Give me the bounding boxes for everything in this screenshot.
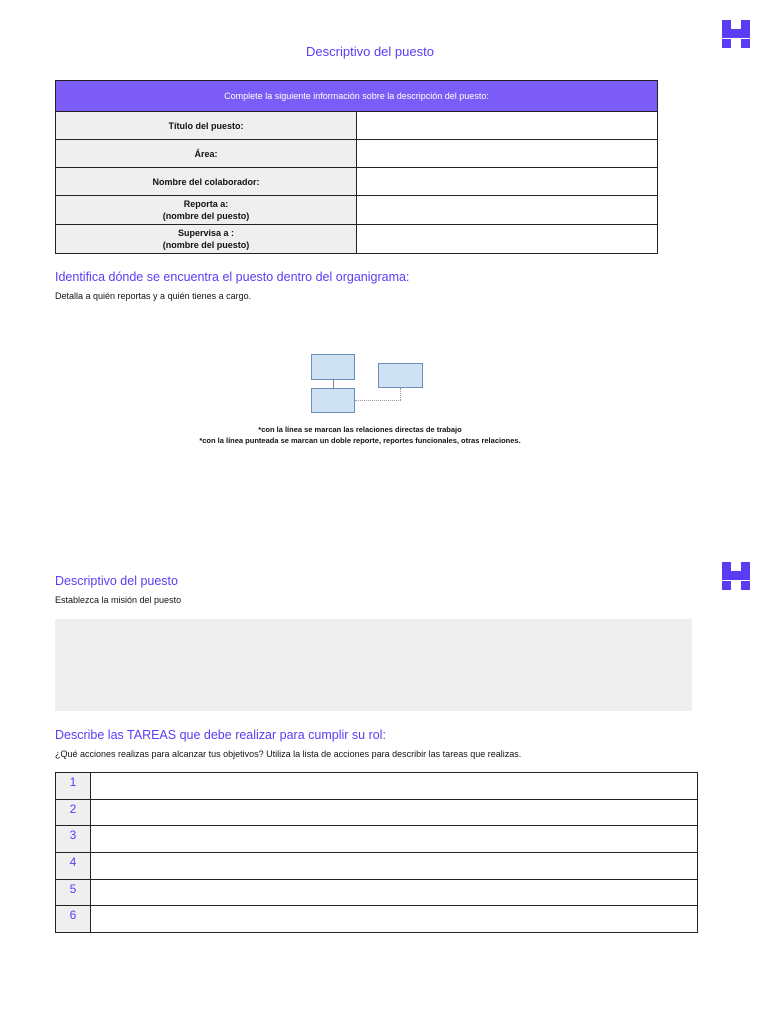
- mission-subtext: Establezca la misión del puesto: [55, 595, 182, 605]
- brand-logo-icon: [722, 562, 750, 590]
- supervises-label-line2: (nombre del puesto): [162, 240, 250, 250]
- task-field[interactable]: [91, 906, 698, 933]
- collaborator-name-field[interactable]: [357, 168, 658, 196]
- reports-to-label: [56, 196, 357, 225]
- org-chart-notes: [190, 425, 530, 446]
- info-table-header: Complete la siguiente información sobre la descripción del puesto:: [56, 81, 658, 112]
- job-info-table: [55, 80, 658, 254]
- table-row: [56, 225, 658, 254]
- mission-field[interactable]: [55, 619, 692, 711]
- page-title: Descriptivo del puesto: [306, 44, 434, 59]
- org-note-dotted: *con la línea punteada se marcan un doble reporte, reportes funcionales, otras relaciones.: [199, 435, 521, 445]
- mission-heading: Descriptivo del puesto: [55, 574, 178, 588]
- reports-to-label-line1: Reporta a:: [183, 199, 229, 209]
- tasks-heading: Describe las TAREAS que debe realizar para cumplir su rol:: [55, 728, 386, 742]
- reports-to-field[interactable]: [357, 196, 658, 225]
- task-field[interactable]: [91, 799, 698, 826]
- org-box-side: [378, 363, 423, 388]
- collaborator-name-label: Nombre del colaborador:: [56, 168, 357, 196]
- table-row: [56, 773, 698, 800]
- org-box-top: [311, 354, 355, 380]
- org-chart-diagram: [300, 345, 440, 425]
- org-solid-line: [333, 380, 334, 388]
- org-chart-heading: Identifica dónde se encuentra el puesto dentro del organigrama:: [55, 270, 410, 284]
- table-row: [56, 140, 658, 168]
- table-row: [56, 826, 698, 853]
- org-dotted-line: [355, 400, 401, 401]
- table-row: [56, 906, 698, 933]
- table-row: [56, 853, 698, 880]
- reports-to-label-line2: (nombre del puesto): [162, 211, 250, 221]
- org-note-solid: *con la línea se marcan las relaciones directas de trabajo: [258, 425, 462, 434]
- area-label: Área:: [56, 140, 357, 168]
- task-number: 3: [56, 826, 91, 853]
- table-row: [56, 112, 658, 140]
- task-number: 5: [56, 879, 91, 906]
- table-row: [56, 799, 698, 826]
- task-field[interactable]: [91, 826, 698, 853]
- task-number: 1: [56, 773, 91, 800]
- tasks-subtext: ¿Qué acciones realizas para alcanzar tus objetivos? Utiliza la lista de acciones para describir las tareas que realizas.: [55, 749, 522, 759]
- supervises-label-line1: Supervisa a :: [177, 228, 235, 238]
- table-row: [56, 168, 658, 196]
- org-chart-subtext: Detalla a quién reportas y a quién tienes a cargo.: [55, 291, 252, 301]
- supervises-label: [56, 225, 357, 254]
- task-field[interactable]: [91, 773, 698, 800]
- task-field[interactable]: [91, 879, 698, 906]
- task-number: 6: [56, 906, 91, 933]
- job-title-label: Título del puesto:: [56, 112, 357, 140]
- task-field[interactable]: [91, 853, 698, 880]
- job-title-field[interactable]: [357, 112, 658, 140]
- task-number: 4: [56, 853, 91, 880]
- org-dotted-line-vertical: [400, 388, 401, 400]
- supervises-field[interactable]: [357, 225, 658, 254]
- org-box-main: [311, 388, 355, 413]
- task-number: 2: [56, 799, 91, 826]
- table-row: [56, 196, 658, 225]
- tasks-table: [55, 772, 698, 933]
- table-row: [56, 879, 698, 906]
- area-field[interactable]: [357, 140, 658, 168]
